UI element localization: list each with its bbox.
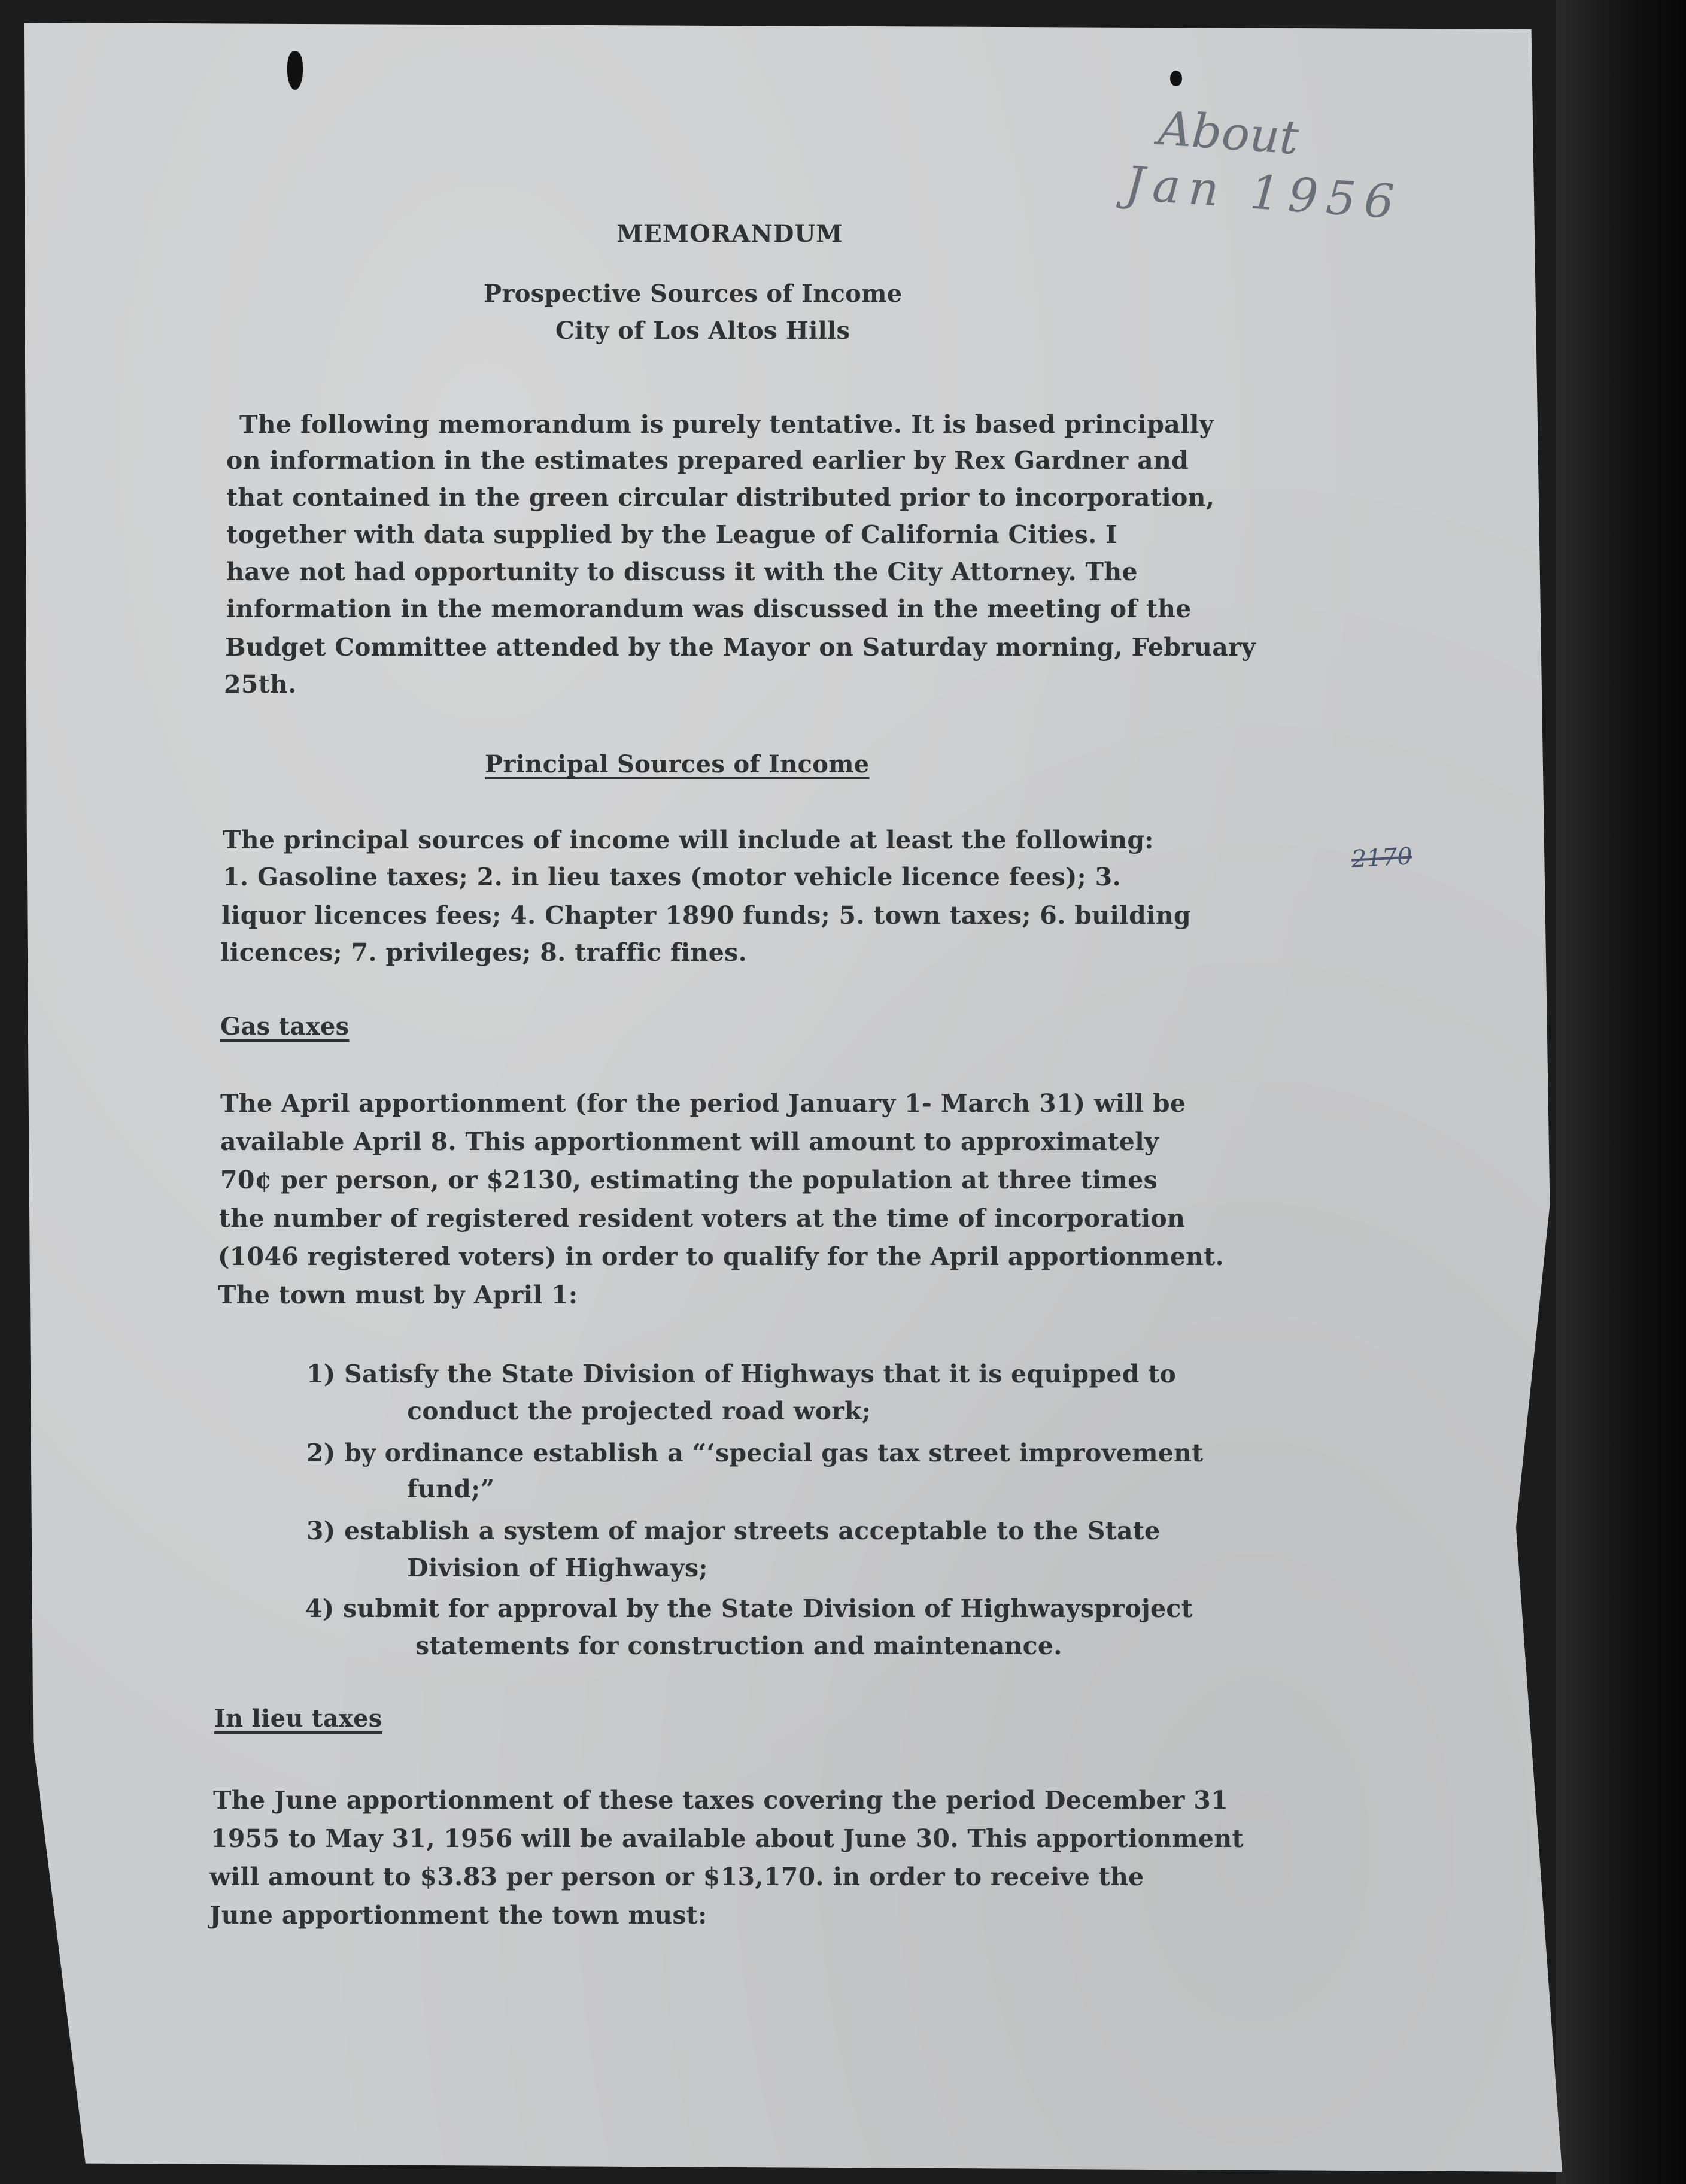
gas-item-1-line-1: 1) Satisfy the State Division of Highways that it is equipped to [306, 1360, 1177, 1388]
intro-line-8: 25th. [224, 670, 297, 699]
gas-taxes-heading: Gas taxes [220, 1012, 350, 1041]
memo-subtitle-2: City of Los Altos Hills [555, 317, 850, 345]
gas-item-2-line-2: fund;” [407, 1475, 495, 1503]
tear-notch [287, 51, 303, 90]
intro-line-4: together with data supplied by the League of California Cities. I [226, 520, 1117, 549]
intro-line-3: that contained in the green circular distributed prior to incorporation, [226, 483, 1215, 512]
gas-item-4-line-2: statements for construction and maintenance. [415, 1631, 1062, 1660]
margin-strikethrough-mark: 2170 [1350, 842, 1413, 873]
handwritten-note-about: About [1156, 101, 1301, 166]
punch-hole [1170, 71, 1182, 86]
intro-line-6: information in the memorandum was discussed in the meeting of the [226, 594, 1192, 623]
gas-item-2-line-1: 2) by ordinance establish a “‘special gas tax street improvement [306, 1439, 1204, 1467]
in-lieu-heading: In lieu taxes [214, 1704, 382, 1733]
lieu-line-3: will amount to $3.83 per person or $13,170. in order to receive the [209, 1863, 1144, 1891]
lieu-line-4: June apportionment the town must: [209, 1901, 707, 1930]
gas-item-1-line-2: conduct the projected road work; [407, 1397, 871, 1425]
memo-subtitle-1: Prospective Sources of Income [484, 280, 903, 308]
handwritten-note-date: Jan 1956 [1123, 156, 1404, 230]
intro-line-2: on information in the estimates prepared earlier by Rex Gardner and [226, 446, 1189, 475]
lieu-line-1: The June apportionment of these taxes covering the period December 31 [213, 1786, 1228, 1815]
gas-line-3: 70¢ per person, or $2130, estimating the population at three times [220, 1166, 1158, 1194]
principal-line-3: liquor licences fees; 4. Chapter 1890 funds; 5. town taxes; 6. building [221, 901, 1191, 930]
principal-line-2: 1. Gasoline taxes; 2. in lieu taxes (motor vehicle licence fees); 3. [223, 863, 1122, 891]
principal-heading: Principal Sources of Income [485, 750, 870, 778]
memo-title: MEMORANDUM [616, 220, 843, 248]
gas-line-2: available April 8. This apportionment will amount to approximately [220, 1127, 1159, 1156]
gas-line-4: the number of registered resident voters at the time of incorporation [219, 1204, 1186, 1233]
gas-item-3-line-2: Division of Highways; [407, 1554, 708, 1582]
gas-item-4-line-1: 4) submit for approval by the State Division of Highwaysproject [305, 1594, 1193, 1623]
dark-background [1556, 0, 1686, 2184]
gas-item-3-line-1: 3) establish a system of major streets acceptable to the State [306, 1516, 1161, 1545]
intro-line-7: Budget Committee attended by the Mayor on Saturday morning, February [225, 633, 1256, 662]
principal-line-1: The principal sources of income will include at least the following: [223, 826, 1154, 854]
principal-line-4: licences; 7. privileges; 8. traffic fines. [220, 938, 748, 967]
gas-line-1: The April apportionment (for the period January 1- March 31) will be [220, 1089, 1186, 1118]
intro-line-5: have not had opportunity to discuss it with the City Attorney. The [226, 557, 1138, 586]
gas-line-6: The town must by April 1: [218, 1281, 578, 1309]
intro-line-1: The following memorandum is purely tentative. It is based principally [239, 410, 1214, 439]
lieu-line-2: 1955 to May 31, 1956 will be available about June 30. This apportionment [211, 1824, 1244, 1853]
gas-line-5: (1046 registered voters) in order to qualify for the April apportionment. [218, 1242, 1225, 1271]
